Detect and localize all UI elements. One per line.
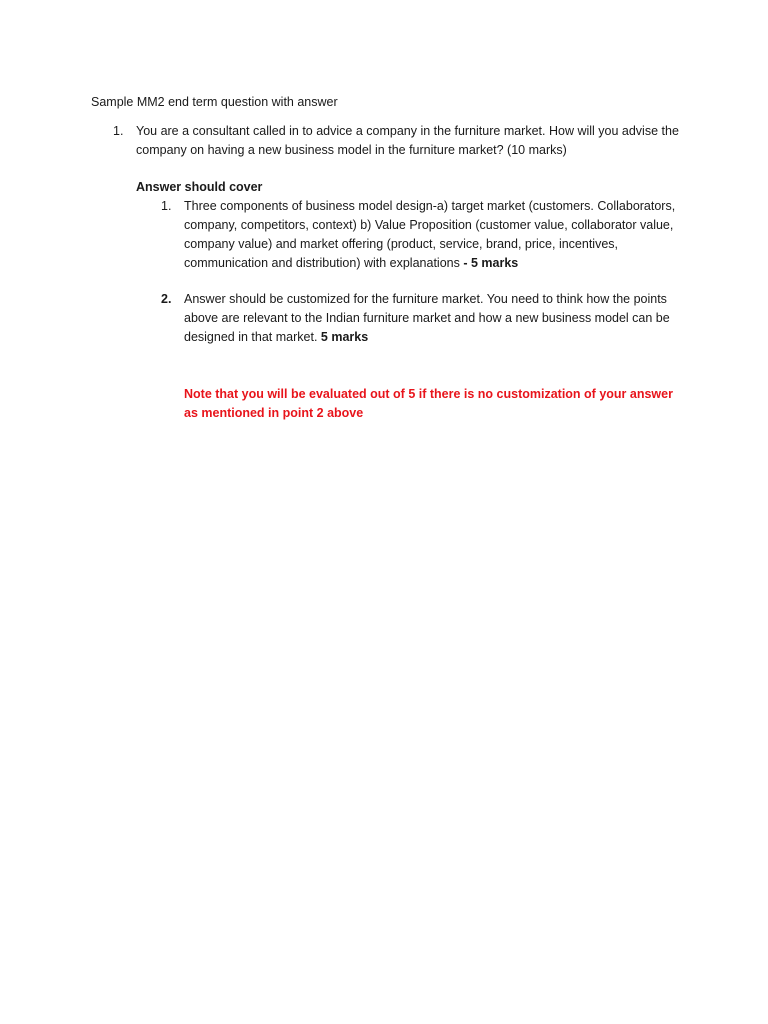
answer-point-marks: 5 marks <box>320 330 369 344</box>
answer-point-1 <box>184 197 684 273</box>
answer-point-text: Three components of business model design-a) target market (customers. Collaborators, company, competitors, context) b) Value Proposition (customer value, collaborator value, company value) and market offering (product, service, brand, price, incentives, communication and distribution) with explanations <box>184 199 676 270</box>
answer-heading: Answer should cover <box>136 180 263 194</box>
answer-point-number: 2. <box>161 292 172 306</box>
answer-point-number: 1. <box>161 199 172 213</box>
evaluation-note: Note that you will be evaluated out of 5 if there is no customization of your answer as mentioned in point 2 above <box>184 387 673 420</box>
answer-point-text: Answer should be customized for the furniture market. You need to think how the points above are relevant to the Indian furniture market and how a new business model can be designed in that market. <box>184 292 670 344</box>
question-number: 1. <box>113 124 124 138</box>
answer-point-marks: - 5 marks <box>463 256 519 270</box>
question-text: You are a consultant called in to advice a company in the furniture market. How will you advise the company on having a new business model in the furniture market? (10 marks) <box>136 124 679 157</box>
document-title: Sample MM2 end term question with answer <box>91 95 338 109</box>
answer-point-2 <box>184 290 684 347</box>
